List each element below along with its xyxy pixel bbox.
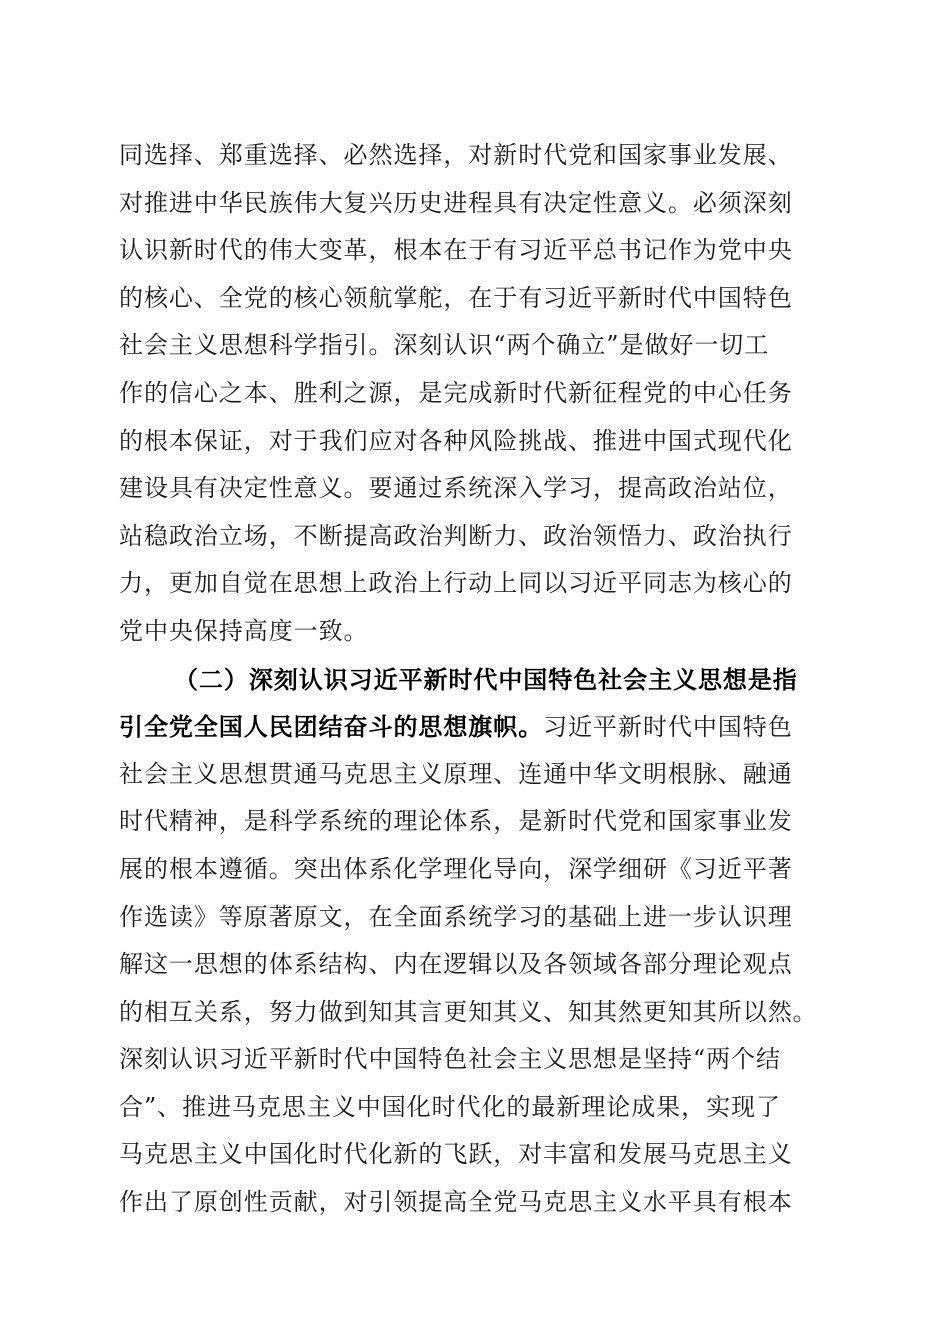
text-line: 的根本保证，对于我们应对各种风险挑战、推进中国式现代化: [119, 426, 793, 455]
text-line: 作出了原创性贡献，对引领提高全党马克思主义水平具有根本: [119, 1188, 793, 1217]
text-line: 的相互关系，努力做到知其言更知其义、知其然更知其所以然。: [119, 997, 818, 1026]
text-line: 解这一思想的体系结构、内在逻辑以及各领域各部分理论观点: [119, 950, 793, 979]
text-line: 的核心、全党的核心领航掌舵，在于有习近平新时代中国特色: [119, 283, 793, 312]
text-line: 时代精神，是科学系统的理论体系，是新时代党和国家事业发: [119, 807, 793, 836]
text-line: 社会主义思想贯通马克思主义原理、连通中华文明根脉、融通: [119, 759, 793, 788]
section-heading-tail: 引全党全国人民团结奋斗的思想旗帜。: [119, 712, 544, 742]
section-heading: （二）深刻认识习近平新时代中国特色社会主义思想是指: [174, 664, 798, 694]
text-line: 站稳政治立场，不断提高政治判断力、政治领悟力、政治执行: [119, 521, 793, 550]
text-line: 马克思主义中国化时代化新的飞跃，对丰富和发展马克思主义: [119, 1140, 793, 1169]
text-line: 展的根本遵循。突出体系化学理化导向，深学细研《习近平著: [119, 854, 793, 883]
text-line: 认识新时代的伟大变革，根本在于有习近平总书记作为党中央: [119, 236, 793, 265]
text-line: 作选读》等原著原文，在全面系统学习的基础上进一步认识理: [119, 902, 793, 931]
text-line: 同选择、郑重选择、必然选择，对新时代党和国家事业发展、: [119, 141, 793, 169]
text-line: 合”、推进马克思主义中国化时代化的最新理论成果，实现了: [119, 1092, 781, 1121]
text-line: 党中央保持高度一致。: [119, 616, 369, 645]
text-line: 建设具有决定性意义。要通过系统深入学习，提高政治站位，: [119, 474, 793, 503]
text-line: 深刻认识习近平新时代中国特色社会主义思想是坚持“两个结: [119, 1045, 781, 1074]
text-line: 力，更加自觉在思想上政治上行动上同以习近平同志为核心的: [119, 569, 793, 598]
section-heading-continuation: [119, 703, 839, 751]
text-line: 对推进中华民族伟大复兴历史进程具有决定性意义。必须深刻: [119, 188, 793, 217]
document-body: [119, 132, 839, 1227]
text-line: 作的信心之本、胜利之源，是完成新时代新征程党的中心任务: [119, 378, 793, 407]
text-line: 社会主义思想科学指引。深刻认识“两个确立”是做好一切工: [119, 331, 770, 360]
section-text-start: 习近平新时代中国特色: [543, 713, 793, 742]
